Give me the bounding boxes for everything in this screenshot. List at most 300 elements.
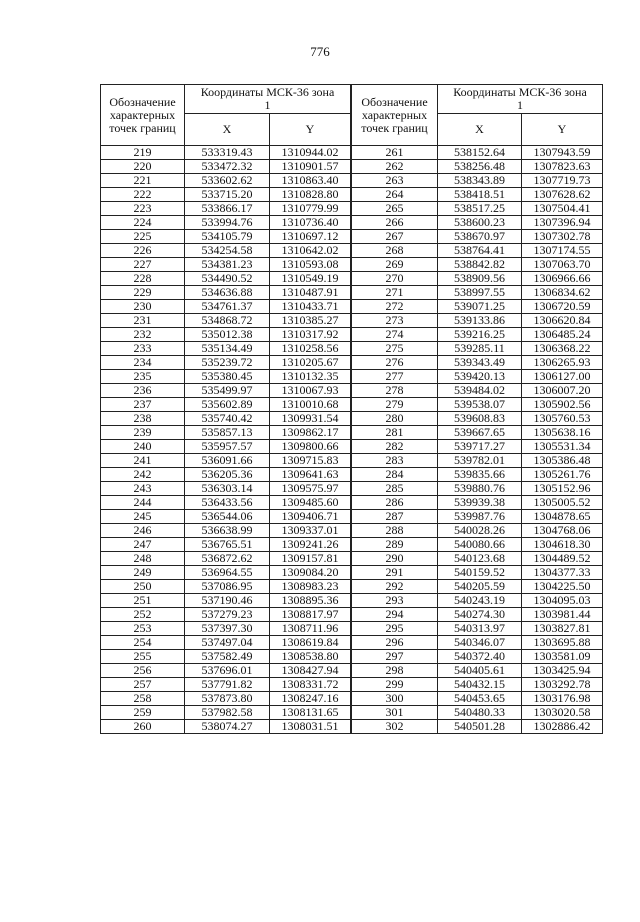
y-coordinate-cell: 1310828.80 bbox=[270, 188, 351, 202]
designation-header: Обозначение характерных точек границ bbox=[101, 85, 185, 146]
table-row bbox=[101, 286, 351, 300]
y-coordinate-cell: 1310779.99 bbox=[270, 202, 351, 216]
point-id-cell: 283 bbox=[352, 454, 438, 468]
x-coordinate-cell: 535957.57 bbox=[185, 440, 270, 454]
table-row bbox=[101, 188, 351, 202]
x-coordinate-cell: 535740.42 bbox=[185, 412, 270, 426]
point-id-cell: 235 bbox=[101, 370, 185, 384]
table-row bbox=[352, 440, 603, 454]
table-row bbox=[352, 552, 603, 566]
table-row bbox=[101, 342, 351, 356]
y-coordinate-cell: 1306834.62 bbox=[522, 286, 603, 300]
table-row bbox=[101, 160, 351, 174]
x-coordinate-cell: 540274.30 bbox=[438, 608, 522, 622]
y-coordinate-cell: 1310258.56 bbox=[270, 342, 351, 356]
point-id-cell: 240 bbox=[101, 440, 185, 454]
x-coordinate-cell: 537497.04 bbox=[185, 636, 270, 650]
point-id-cell: 300 bbox=[352, 692, 438, 706]
y-coordinate-cell: 1305760.53 bbox=[522, 412, 603, 426]
y-coordinate-cell: 1307063.70 bbox=[522, 258, 603, 272]
point-id-cell: 282 bbox=[352, 440, 438, 454]
x-coordinate-cell: 538670.97 bbox=[438, 230, 522, 244]
x-coordinate-cell: 539538.07 bbox=[438, 398, 522, 412]
table-row bbox=[352, 426, 603, 440]
table-row bbox=[352, 342, 603, 356]
point-id-cell: 264 bbox=[352, 188, 438, 202]
x-header: X bbox=[438, 114, 522, 146]
y-coordinate-cell: 1308247.16 bbox=[270, 692, 351, 706]
x-coordinate-cell: 540501.28 bbox=[438, 720, 522, 734]
x-coordinate-cell: 539484.02 bbox=[438, 384, 522, 398]
point-id-cell: 251 bbox=[101, 594, 185, 608]
table-row bbox=[352, 594, 603, 608]
x-coordinate-cell: 537279.23 bbox=[185, 608, 270, 622]
point-id-cell: 266 bbox=[352, 216, 438, 230]
point-id-cell: 281 bbox=[352, 426, 438, 440]
y-coordinate-cell: 1308031.51 bbox=[270, 720, 351, 734]
x-coordinate-cell: 537190.46 bbox=[185, 594, 270, 608]
y-coordinate-cell: 1310863.40 bbox=[270, 174, 351, 188]
point-id-cell: 230 bbox=[101, 300, 185, 314]
x-coordinate-cell: 540080.66 bbox=[438, 538, 522, 552]
coords-header: Координаты МСК-36 зона 1 bbox=[438, 85, 603, 114]
x-coordinate-cell: 538764.41 bbox=[438, 244, 522, 258]
y-coordinate-cell: 1306265.93 bbox=[522, 356, 603, 370]
point-id-cell: 227 bbox=[101, 258, 185, 272]
table-row bbox=[101, 174, 351, 188]
coords-header: Координаты МСК-36 зона 1 bbox=[185, 85, 351, 114]
table-row bbox=[101, 356, 351, 370]
y-coordinate-cell: 1306720.59 bbox=[522, 300, 603, 314]
x-coordinate-cell: 539717.27 bbox=[438, 440, 522, 454]
x-coordinate-cell: 536433.56 bbox=[185, 496, 270, 510]
point-id-cell: 265 bbox=[352, 202, 438, 216]
table-row bbox=[101, 580, 351, 594]
y-coordinate-cell: 1307719.73 bbox=[522, 174, 603, 188]
table-row bbox=[352, 692, 603, 706]
y-coordinate-cell: 1308983.23 bbox=[270, 580, 351, 594]
x-coordinate-cell: 539343.49 bbox=[438, 356, 522, 370]
table-row bbox=[101, 594, 351, 608]
table-row bbox=[352, 188, 603, 202]
x-coordinate-cell: 539216.25 bbox=[438, 328, 522, 342]
x-coordinate-cell: 537086.95 bbox=[185, 580, 270, 594]
table-body-left bbox=[101, 146, 351, 734]
x-coordinate-cell: 539420.13 bbox=[438, 370, 522, 384]
y-coordinate-cell: 1305638.16 bbox=[522, 426, 603, 440]
x-coordinate-cell: 538909.56 bbox=[438, 272, 522, 286]
point-id-cell: 220 bbox=[101, 160, 185, 174]
point-id-cell: 253 bbox=[101, 622, 185, 636]
table-row bbox=[101, 370, 351, 384]
y-header: Y bbox=[270, 114, 351, 146]
table-row bbox=[101, 216, 351, 230]
table-row bbox=[101, 272, 351, 286]
table-row bbox=[101, 538, 351, 552]
point-id-cell: 297 bbox=[352, 650, 438, 664]
point-id-cell: 252 bbox=[101, 608, 185, 622]
x-coordinate-cell: 539835.66 bbox=[438, 468, 522, 482]
y-coordinate-cell: 1309157.81 bbox=[270, 552, 351, 566]
table-row bbox=[101, 524, 351, 538]
point-id-cell: 238 bbox=[101, 412, 185, 426]
point-id-cell: 228 bbox=[101, 272, 185, 286]
point-id-cell: 221 bbox=[101, 174, 185, 188]
x-coordinate-cell: 534761.37 bbox=[185, 300, 270, 314]
point-id-cell: 279 bbox=[352, 398, 438, 412]
table-row bbox=[352, 272, 603, 286]
y-coordinate-cell: 1310487.91 bbox=[270, 286, 351, 300]
x-coordinate-cell: 534381.23 bbox=[185, 258, 270, 272]
point-id-cell: 267 bbox=[352, 230, 438, 244]
point-id-cell: 245 bbox=[101, 510, 185, 524]
x-coordinate-cell: 534490.52 bbox=[185, 272, 270, 286]
x-coordinate-cell: 536765.51 bbox=[185, 538, 270, 552]
y-coordinate-cell: 1306966.66 bbox=[522, 272, 603, 286]
table-row bbox=[352, 608, 603, 622]
point-id-cell: 241 bbox=[101, 454, 185, 468]
y-coordinate-cell: 1306007.20 bbox=[522, 384, 603, 398]
x-coordinate-cell: 535857.13 bbox=[185, 426, 270, 440]
table-row bbox=[101, 146, 351, 160]
point-id-cell: 289 bbox=[352, 538, 438, 552]
y-coordinate-cell: 1305531.34 bbox=[522, 440, 603, 454]
table-row bbox=[352, 678, 603, 692]
point-id-cell: 256 bbox=[101, 664, 185, 678]
point-id-cell: 290 bbox=[352, 552, 438, 566]
point-id-cell: 259 bbox=[101, 706, 185, 720]
x-coordinate-cell: 538343.89 bbox=[438, 174, 522, 188]
x-coordinate-cell: 536964.55 bbox=[185, 566, 270, 580]
table-row bbox=[352, 412, 603, 426]
y-coordinate-cell: 1310385.27 bbox=[270, 314, 351, 328]
y-coordinate-cell: 1305005.52 bbox=[522, 496, 603, 510]
y-coordinate-cell: 1304225.50 bbox=[522, 580, 603, 594]
table-row bbox=[101, 300, 351, 314]
point-id-cell: 284 bbox=[352, 468, 438, 482]
y-coordinate-cell: 1310944.02 bbox=[270, 146, 351, 160]
y-coordinate-cell: 1308711.96 bbox=[270, 622, 351, 636]
x-coordinate-cell: 540123.68 bbox=[438, 552, 522, 566]
y-coordinate-cell: 1306485.24 bbox=[522, 328, 603, 342]
table-row bbox=[352, 454, 603, 468]
x-coordinate-cell: 537982.58 bbox=[185, 706, 270, 720]
y-coordinate-cell: 1304768.06 bbox=[522, 524, 603, 538]
coordinates-table-left bbox=[100, 84, 351, 734]
point-id-cell: 248 bbox=[101, 552, 185, 566]
table-row bbox=[352, 356, 603, 370]
x-coordinate-cell: 540243.19 bbox=[438, 594, 522, 608]
point-id-cell: 249 bbox=[101, 566, 185, 580]
point-id-cell: 229 bbox=[101, 286, 185, 300]
x-coordinate-cell: 537582.49 bbox=[185, 650, 270, 664]
point-id-cell: 257 bbox=[101, 678, 185, 692]
point-id-cell: 280 bbox=[352, 412, 438, 426]
point-id-cell: 261 bbox=[352, 146, 438, 160]
point-id-cell: 260 bbox=[101, 720, 185, 734]
table-row bbox=[352, 636, 603, 650]
point-id-cell: 272 bbox=[352, 300, 438, 314]
table-row bbox=[352, 622, 603, 636]
table-row bbox=[352, 146, 603, 160]
x-coordinate-cell: 540405.61 bbox=[438, 664, 522, 678]
y-coordinate-cell: 1308427.94 bbox=[270, 664, 351, 678]
point-id-cell: 247 bbox=[101, 538, 185, 552]
y-coordinate-cell: 1304489.52 bbox=[522, 552, 603, 566]
x-coordinate-cell: 540028.26 bbox=[438, 524, 522, 538]
y-header: Y bbox=[522, 114, 603, 146]
y-coordinate-cell: 1303292.78 bbox=[522, 678, 603, 692]
y-coordinate-cell: 1309862.17 bbox=[270, 426, 351, 440]
point-id-cell: 222 bbox=[101, 188, 185, 202]
y-coordinate-cell: 1305386.48 bbox=[522, 454, 603, 468]
point-id-cell: 254 bbox=[101, 636, 185, 650]
point-id-cell: 250 bbox=[101, 580, 185, 594]
x-coordinate-cell: 538842.82 bbox=[438, 258, 522, 272]
point-id-cell: 246 bbox=[101, 524, 185, 538]
y-coordinate-cell: 1309406.71 bbox=[270, 510, 351, 524]
x-coordinate-cell: 535012.38 bbox=[185, 328, 270, 342]
x-coordinate-cell: 540205.59 bbox=[438, 580, 522, 594]
point-id-cell: 219 bbox=[101, 146, 185, 160]
y-coordinate-cell: 1310067.93 bbox=[270, 384, 351, 398]
table-row bbox=[352, 706, 603, 720]
point-id-cell: 234 bbox=[101, 356, 185, 370]
point-id-cell: 269 bbox=[352, 258, 438, 272]
y-coordinate-cell: 1307823.63 bbox=[522, 160, 603, 174]
table-row bbox=[352, 314, 603, 328]
point-id-cell: 294 bbox=[352, 608, 438, 622]
y-coordinate-cell: 1303581.09 bbox=[522, 650, 603, 664]
table-row bbox=[101, 454, 351, 468]
table-row bbox=[352, 538, 603, 552]
y-coordinate-cell: 1305152.96 bbox=[522, 482, 603, 496]
x-coordinate-cell: 538152.64 bbox=[438, 146, 522, 160]
y-coordinate-cell: 1310736.40 bbox=[270, 216, 351, 230]
x-coordinate-cell: 533866.17 bbox=[185, 202, 270, 216]
x-coordinate-cell: 539285.11 bbox=[438, 342, 522, 356]
x-coordinate-cell: 534105.79 bbox=[185, 230, 270, 244]
table-row bbox=[101, 608, 351, 622]
point-id-cell: 243 bbox=[101, 482, 185, 496]
point-id-cell: 273 bbox=[352, 314, 438, 328]
y-coordinate-cell: 1303981.44 bbox=[522, 608, 603, 622]
x-coordinate-cell: 540480.33 bbox=[438, 706, 522, 720]
point-id-cell: 276 bbox=[352, 356, 438, 370]
y-coordinate-cell: 1307302.78 bbox=[522, 230, 603, 244]
x-coordinate-cell: 533994.76 bbox=[185, 216, 270, 230]
point-id-cell: 292 bbox=[352, 580, 438, 594]
table-row bbox=[101, 258, 351, 272]
y-coordinate-cell: 1309800.66 bbox=[270, 440, 351, 454]
coordinates-table-right bbox=[351, 84, 603, 734]
point-id-cell: 293 bbox=[352, 594, 438, 608]
point-id-cell: 244 bbox=[101, 496, 185, 510]
y-coordinate-cell: 1303020.58 bbox=[522, 706, 603, 720]
y-coordinate-cell: 1309084.20 bbox=[270, 566, 351, 580]
table-row bbox=[101, 398, 351, 412]
point-id-cell: 270 bbox=[352, 272, 438, 286]
x-coordinate-cell: 539987.76 bbox=[438, 510, 522, 524]
table-row bbox=[101, 636, 351, 650]
x-coordinate-cell: 539133.86 bbox=[438, 314, 522, 328]
y-coordinate-cell: 1310205.67 bbox=[270, 356, 351, 370]
table-row bbox=[352, 650, 603, 664]
y-coordinate-cell: 1307504.41 bbox=[522, 202, 603, 216]
x-coordinate-cell: 536303.14 bbox=[185, 482, 270, 496]
x-coordinate-cell: 538600.23 bbox=[438, 216, 522, 230]
table-row bbox=[352, 566, 603, 580]
table-row bbox=[101, 426, 351, 440]
x-coordinate-cell: 535602.89 bbox=[185, 398, 270, 412]
table-row bbox=[352, 524, 603, 538]
point-id-cell: 233 bbox=[101, 342, 185, 356]
point-id-cell: 274 bbox=[352, 328, 438, 342]
point-id-cell: 299 bbox=[352, 678, 438, 692]
y-coordinate-cell: 1304878.65 bbox=[522, 510, 603, 524]
point-id-cell: 286 bbox=[352, 496, 438, 510]
x-coordinate-cell: 539667.65 bbox=[438, 426, 522, 440]
table-row bbox=[352, 244, 603, 258]
x-coordinate-cell: 540159.52 bbox=[438, 566, 522, 580]
x-coordinate-cell: 538517.25 bbox=[438, 202, 522, 216]
point-id-cell: 298 bbox=[352, 664, 438, 678]
y-coordinate-cell: 1304618.30 bbox=[522, 538, 603, 552]
x-coordinate-cell: 533319.43 bbox=[185, 146, 270, 160]
table-row bbox=[352, 468, 603, 482]
y-coordinate-cell: 1304095.03 bbox=[522, 594, 603, 608]
y-coordinate-cell: 1310433.71 bbox=[270, 300, 351, 314]
table-row bbox=[352, 230, 603, 244]
point-id-cell: 287 bbox=[352, 510, 438, 524]
table-row bbox=[352, 286, 603, 300]
y-coordinate-cell: 1306127.00 bbox=[522, 370, 603, 384]
table-row bbox=[352, 510, 603, 524]
point-id-cell: 232 bbox=[101, 328, 185, 342]
y-coordinate-cell: 1309337.01 bbox=[270, 524, 351, 538]
point-id-cell: 223 bbox=[101, 202, 185, 216]
x-coordinate-cell: 540372.40 bbox=[438, 650, 522, 664]
point-id-cell: 301 bbox=[352, 706, 438, 720]
y-coordinate-cell: 1308817.97 bbox=[270, 608, 351, 622]
table-row bbox=[352, 174, 603, 188]
x-coordinate-cell: 540313.97 bbox=[438, 622, 522, 636]
point-id-cell: 242 bbox=[101, 468, 185, 482]
y-coordinate-cell: 1305261.76 bbox=[522, 468, 603, 482]
y-coordinate-cell: 1308331.72 bbox=[270, 678, 351, 692]
table-row bbox=[101, 230, 351, 244]
x-coordinate-cell: 533472.32 bbox=[185, 160, 270, 174]
y-coordinate-cell: 1310132.35 bbox=[270, 370, 351, 384]
table-row bbox=[352, 370, 603, 384]
x-coordinate-cell: 536872.62 bbox=[185, 552, 270, 566]
table-row bbox=[101, 244, 351, 258]
x-coordinate-cell: 539782.01 bbox=[438, 454, 522, 468]
y-coordinate-cell: 1307396.94 bbox=[522, 216, 603, 230]
point-id-cell: 258 bbox=[101, 692, 185, 706]
x-coordinate-cell: 540432.15 bbox=[438, 678, 522, 692]
point-id-cell: 236 bbox=[101, 384, 185, 398]
table-row bbox=[101, 678, 351, 692]
point-id-cell: 263 bbox=[352, 174, 438, 188]
table-row bbox=[352, 496, 603, 510]
table-row bbox=[101, 706, 351, 720]
point-id-cell: 268 bbox=[352, 244, 438, 258]
y-coordinate-cell: 1310549.19 bbox=[270, 272, 351, 286]
x-coordinate-cell: 538074.27 bbox=[185, 720, 270, 734]
table-row bbox=[101, 720, 351, 734]
x-coordinate-cell: 539608.83 bbox=[438, 412, 522, 426]
y-coordinate-cell: 1309241.26 bbox=[270, 538, 351, 552]
point-id-cell: 295 bbox=[352, 622, 438, 636]
y-coordinate-cell: 1302886.42 bbox=[522, 720, 603, 734]
x-header: X bbox=[185, 114, 270, 146]
point-id-cell: 255 bbox=[101, 650, 185, 664]
x-coordinate-cell: 534254.58 bbox=[185, 244, 270, 258]
point-id-cell: 302 bbox=[352, 720, 438, 734]
y-coordinate-cell: 1308619.84 bbox=[270, 636, 351, 650]
y-coordinate-cell: 1304377.33 bbox=[522, 566, 603, 580]
x-coordinate-cell: 539071.25 bbox=[438, 300, 522, 314]
table-row bbox=[352, 482, 603, 496]
point-id-cell: 224 bbox=[101, 216, 185, 230]
page-number: 776 bbox=[310, 44, 330, 59]
x-coordinate-cell: 536091.66 bbox=[185, 454, 270, 468]
x-coordinate-cell: 539880.76 bbox=[438, 482, 522, 496]
point-id-cell: 239 bbox=[101, 426, 185, 440]
y-coordinate-cell: 1309715.83 bbox=[270, 454, 351, 468]
y-coordinate-cell: 1303827.81 bbox=[522, 622, 603, 636]
x-coordinate-cell: 539939.38 bbox=[438, 496, 522, 510]
table-row bbox=[352, 580, 603, 594]
y-coordinate-cell: 1310697.12 bbox=[270, 230, 351, 244]
y-coordinate-cell: 1309641.63 bbox=[270, 468, 351, 482]
table-row bbox=[101, 552, 351, 566]
table-row bbox=[101, 384, 351, 398]
table-row bbox=[101, 692, 351, 706]
x-coordinate-cell: 540346.07 bbox=[438, 636, 522, 650]
x-coordinate-cell: 538997.55 bbox=[438, 286, 522, 300]
y-coordinate-cell: 1306368.22 bbox=[522, 342, 603, 356]
y-coordinate-cell: 1307628.62 bbox=[522, 188, 603, 202]
x-coordinate-cell: 537696.01 bbox=[185, 664, 270, 678]
x-coordinate-cell: 534868.72 bbox=[185, 314, 270, 328]
point-id-cell: 288 bbox=[352, 524, 438, 538]
y-coordinate-cell: 1306620.84 bbox=[522, 314, 603, 328]
table-row bbox=[352, 720, 603, 734]
point-id-cell: 262 bbox=[352, 160, 438, 174]
x-coordinate-cell: 535134.49 bbox=[185, 342, 270, 356]
point-id-cell: 278 bbox=[352, 384, 438, 398]
table-row bbox=[101, 650, 351, 664]
table-row bbox=[101, 440, 351, 454]
x-coordinate-cell: 537397.30 bbox=[185, 622, 270, 636]
x-coordinate-cell: 535380.45 bbox=[185, 370, 270, 384]
table-row bbox=[101, 412, 351, 426]
table-row bbox=[101, 328, 351, 342]
x-coordinate-cell: 536638.99 bbox=[185, 524, 270, 538]
table-row bbox=[101, 664, 351, 678]
table-row bbox=[101, 314, 351, 328]
table-row bbox=[352, 300, 603, 314]
y-coordinate-cell: 1307174.55 bbox=[522, 244, 603, 258]
table-row bbox=[101, 510, 351, 524]
y-coordinate-cell: 1310642.02 bbox=[270, 244, 351, 258]
table-row bbox=[101, 566, 351, 580]
table-row bbox=[352, 160, 603, 174]
x-coordinate-cell: 533602.62 bbox=[185, 174, 270, 188]
table-row bbox=[352, 216, 603, 230]
